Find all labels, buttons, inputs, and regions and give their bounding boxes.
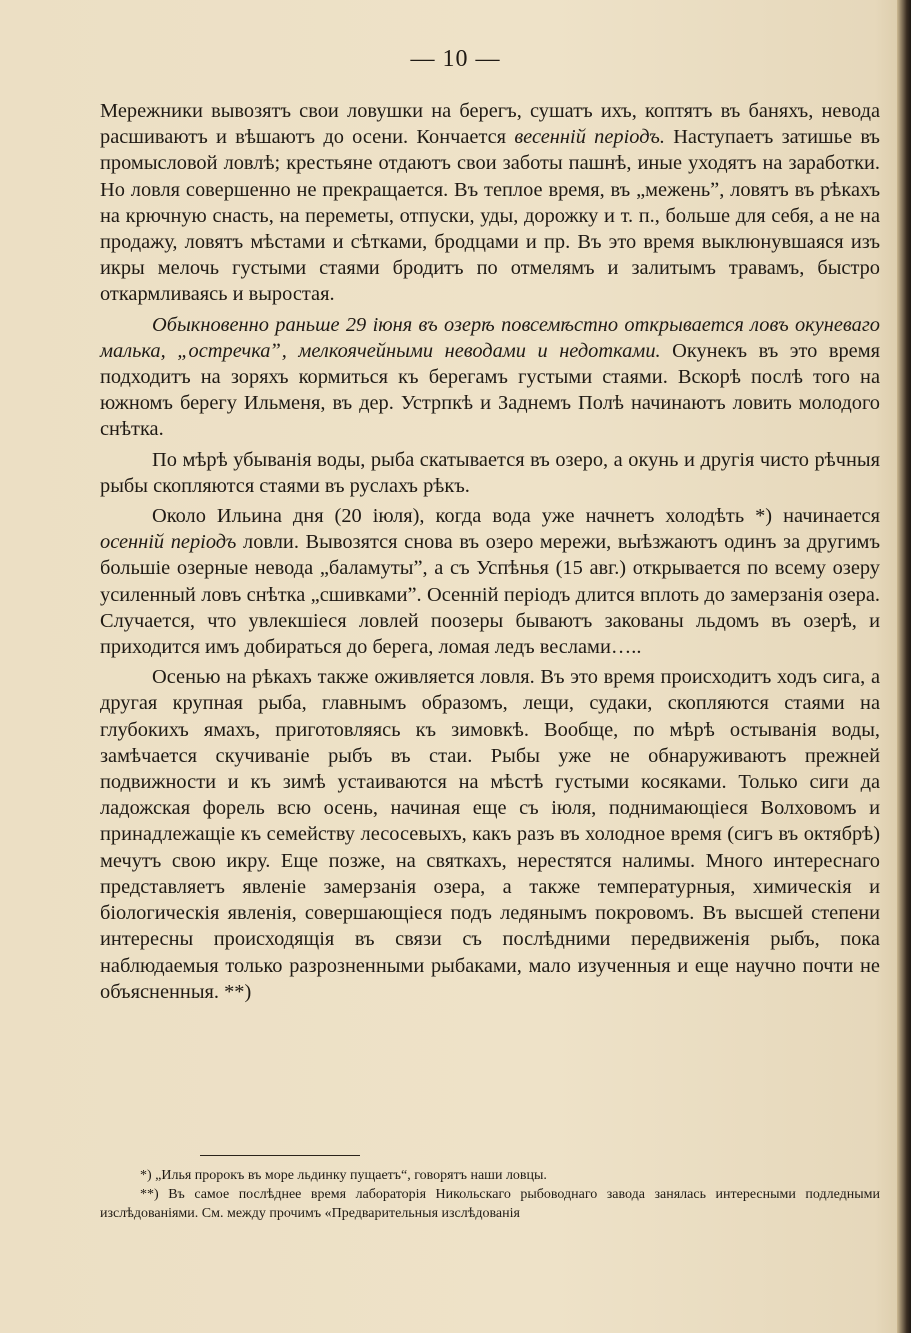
footnote-divider [200,1155,360,1156]
spring-period-term: весенній періодъ. [514,126,665,149]
paragraph-2-italic: Обыкновенно раньше 29 іюня въ озерѣ повсемѣстно открывается ловъ окуневаго малька, „остречкаˮ, мелкоячейными неводами и недотками. [100,313,880,362]
main-text [100,98,880,1005]
paragraph-1-start: Мережники вывозятъ свои ловушки на берегъ, сушатъ ихъ, коптятъ въ баняхъ, невода расшиваютъ и вѣшаютъ до осени. Кончается [100,100,880,149]
paragraph-1 [100,98,880,308]
footnote-2: **) Въ самое послѣднее время лабораторія Никольскаго рыбоводнаго завода занялась интересными подледными изслѣдованіями. См. между прочимъ «Предварительныя изслѣдованія [100,1187,880,1221]
paragraph-4 [100,503,880,660]
paragraph-5: Осенью на рѣкахъ также оживляется ловля. Въ это время происходитъ ходъ сига, а другая крупная рыба, главнымъ образомъ, лещи, судаки, скопляются стаями на глубокихъ ямахъ, приготовляясь къ зимовкѣ. Вообще, по мѣрѣ остыванія воды, замѣчается скучиваніе рыбъ въ стаи. Рыбы уже не обнаруживаютъ прежней подвижности и къ зимѣ устаиваются на мѣстѣ густыми косяками. Только сиги да ладожская форель всю осень, начиная еще съ іюля, поднимающіеся Волховомъ и принадлежащіе къ семейству лесосевыхъ, какъ разъ въ холодное время (сигъ въ октябрѣ) мечутъ свою икру. Еще позже, на святкахъ, нерестятся налимы. Много интереснаго представляетъ явленіе замерзанія озера, а также температурныя, химическія и біологическія явленія, совершающіеся подъ ледянымъ покровомъ. Въ высшей степени интересны происходящія въ связи съ послѣдними передвиженія рыбъ, пока наблюдаемыя только разрозненными рыбаками, мало изученныя и еще научно почти не объясненныя. **) [100,666,880,1003]
autumn-period-term: осенній періодъ [100,531,237,554]
paragraph-4-rest: ловли. Вывозятся снова въ озеро мережи, выѣзжаютъ одинъ за другимъ большіе озерные невода „баламутыˮ, а съ Успѣнья (15 авг.) открывается по всему озеру усиленный ловъ снѣтка „сшивкамиˮ. Осенній періодъ длится вплоть до замерзанія озера. Случается, что увлекшіеся ловлей поозеры бываютъ закованы льдомъ въ озерѣ, и приходится имъ добираться до берега, ломая ледъ веслами….. [100,531,880,659]
footnote-1: *) „Илья пророкъ въ море льдинку пущаетъ“, говорятъ наши ловцы. [140,1168,547,1183]
paragraph-2 [100,312,880,443]
paragraph-3: По мѣрѣ убыванія воды, рыба скатывается въ озеро, а окунь и другія чисто рѣчныя рыбы скопляются стаями въ руслахъ рѣкъ. [100,448,880,497]
page-edge-shadow [897,0,911,1333]
footnotes [100,1166,880,1223]
paragraph-4-start: Около Ильина дня (20 іюля), когда вода уже начнетъ холодѣть *) начинается [152,505,880,528]
page-number: — 10 — [410,46,501,72]
paragraph-2-rest: Окунекъ въ это время подходитъ на зоряхъ кормиться къ берегамъ густыми стаями. Вскорѣ послѣ того на южномъ берегу Ильменя, въ дер. Устрпкѣ и Заднемъ Полѣ начинаютъ ловить молодого снѣтка. [100,339,880,441]
paragraph-1-rest: Наступаетъ затишье въ промысловой ловлѣ; крестьяне отдаютъ свои заботы пашнѣ, иные уходятъ на заработки. Но ловля совершенно не прекращается. Въ теплое время, въ „меженьˮ, ловятъ въ рѣкахъ на крючную снасть, на переметы, отпуски, уды, дорожку и т. п., больше для себя, а не на продажу, ловятъ мѣстами и сѣтками, бродцами и пр. Въ это время выклюнувшаяся изъ икры мелочь густыми стаями бродитъ по отмелямъ и залитымъ травамъ, быстро откармливаясь и выростая. [100,126,880,306]
